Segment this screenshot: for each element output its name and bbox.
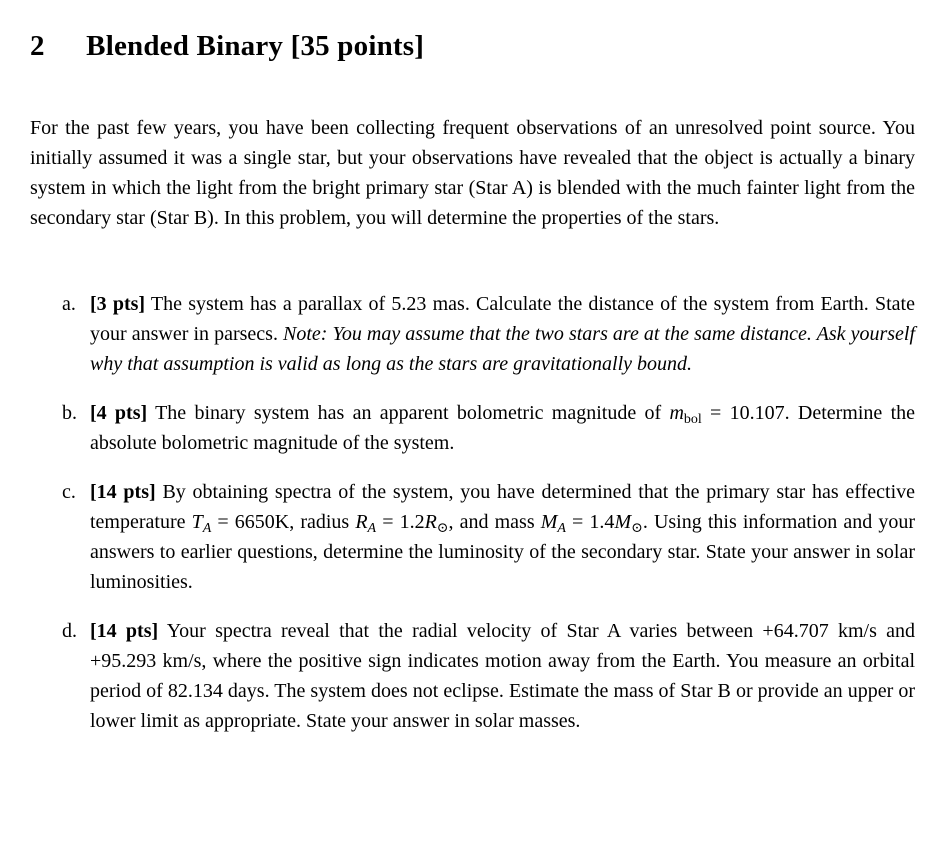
- intro-paragraph: For the past few years, you have been collecting frequent observations of an unresolved point source. You initially assumed it was a single star, but your observations have revealed that the object is actually a binary system in which the light from the bright primary star (Star A) is blended with the much fainter light from the secondary star (Star B). In this problem, you will determine the properties of the stars.: [30, 117, 915, 229]
- section-title: Blended Binary [35 points]: [86, 30, 425, 62]
- item-label: d.: [62, 620, 77, 642]
- problem-item: [30, 616, 915, 736]
- problem-item: [30, 398, 915, 458]
- section-heading: [30, 30, 915, 63]
- problem-list: [30, 289, 915, 736]
- item-label: c.: [62, 481, 76, 503]
- item-label: b.: [62, 402, 77, 424]
- problem-item: [30, 289, 915, 379]
- item-text: [14 pts] Your spectra reveal that the radial velocity of Star A varies between +64.707 km/s and +95.293 km/s, where the positive sign indicates motion away from the Earth. You measure an orbital period of 82.134 days. The system does not eclipse. Estimate the mass of Star B or provide an upper or lower limit as appropriate. State your answer in solar masses.: [90, 620, 916, 732]
- item-label: a.: [62, 293, 76, 315]
- item-text: [3 pts] The system has a parallax of 5.23 mas. Calculate the distance of the system from Earth. State your answer in parsecs. Note: You may assume that the two stars are at the same distance. Ask yourself why that assumption is valid as long as the stars are gravitationally bound.: [90, 293, 916, 375]
- item-text: [14 pts] By obtaining spectra of the system, you have determined that the primary star has effective temperature $T_A = 6650K$, radius $R_A = 1.2R_⊙$, and mass $M_A = 1.4M_⊙$. Using this information and your answers to earlier questions, determine the luminosity of the secondary star. State your answer in solar luminosities.: [90, 481, 916, 593]
- item-text: [4 pts] The binary system has an apparent bolometric magnitude of $m_{bol} = 10.107$. Determine the absolute bolometric magnitude of the system.: [90, 402, 916, 454]
- problem-item: [30, 477, 915, 597]
- section-number: 2: [30, 30, 45, 62]
